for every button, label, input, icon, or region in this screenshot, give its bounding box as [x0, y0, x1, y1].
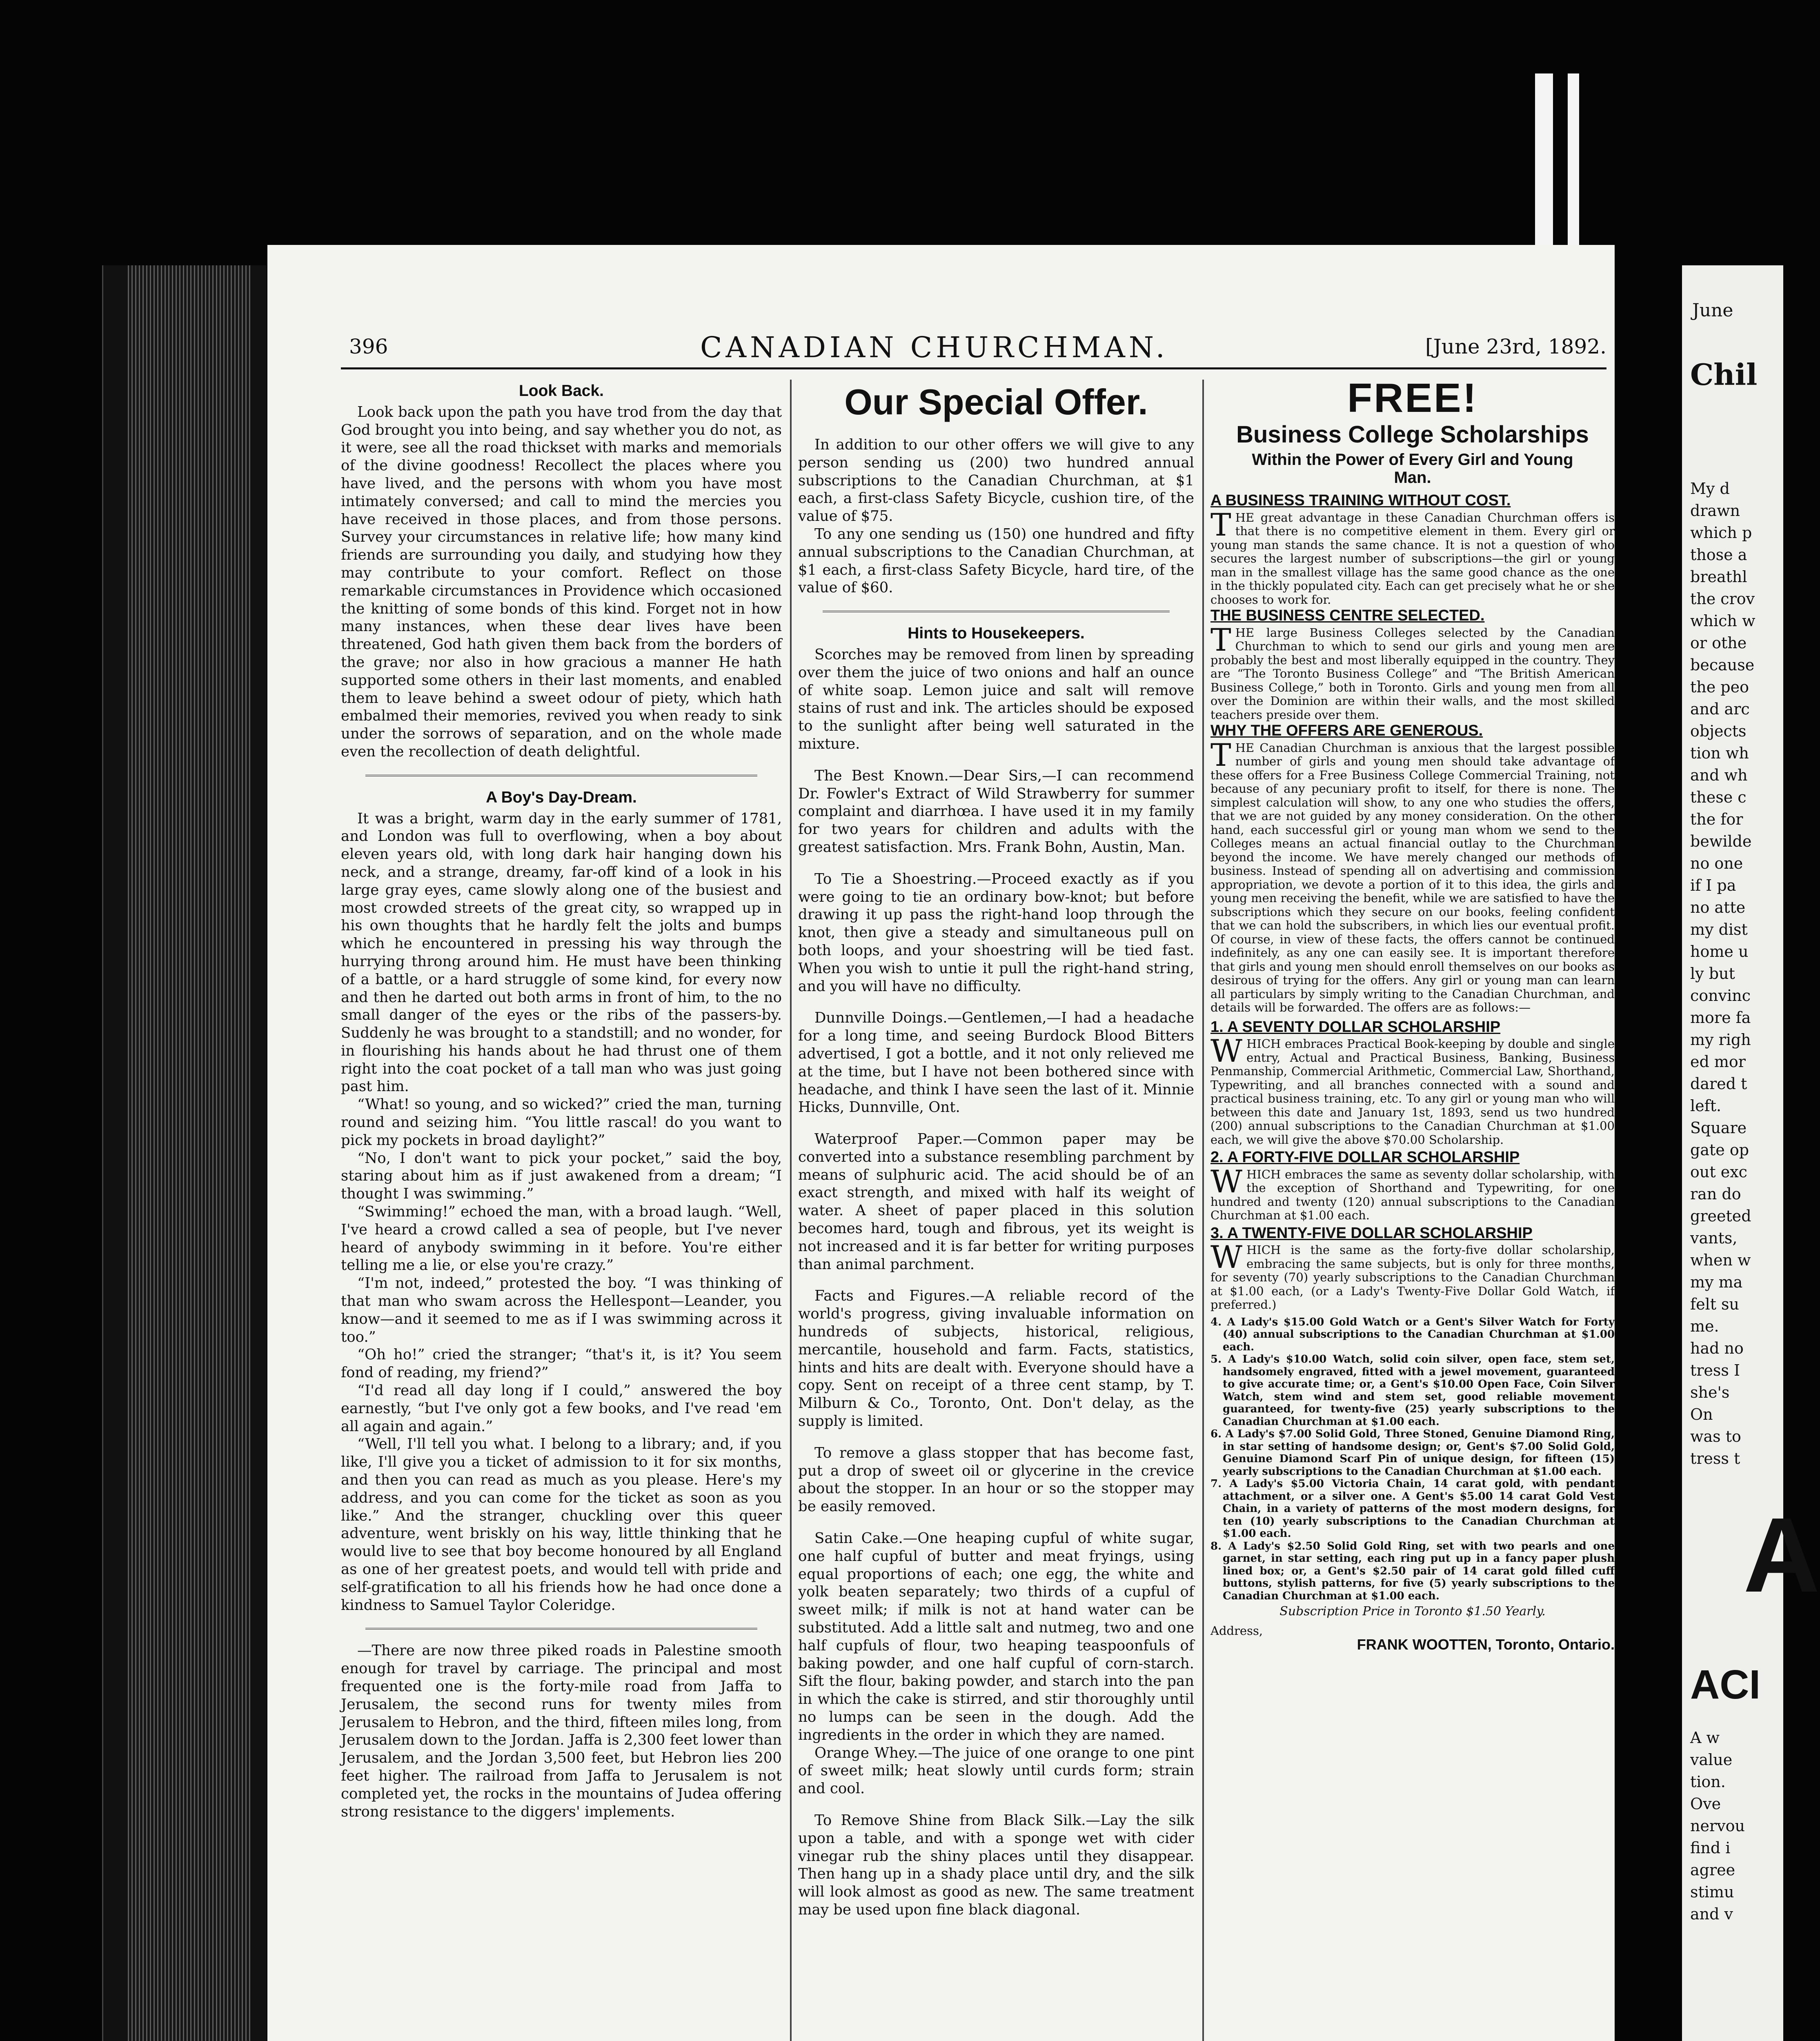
top-white-bar — [1535, 73, 1553, 249]
ad-heading: ACI — [1690, 1662, 1761, 1708]
ad-text — [1690, 1727, 1745, 1925]
text-line: ly but — [1690, 965, 1735, 983]
book-spine — [102, 265, 267, 2041]
offer-paragraph: To any one sending us (150) one hundred and fifty annual subscriptions to the Canadian Churchman, at $1 each, a first-class Safety Bicycle, hard tire, of the value of $60. — [798, 525, 1194, 596]
text-line: those a — [1690, 546, 1747, 564]
address-label: Address, — [1210, 1623, 1263, 1638]
text-line: convinc — [1690, 987, 1751, 1005]
text-line: or othe — [1690, 634, 1747, 652]
text-line: breathl — [1690, 568, 1747, 586]
text-line: home u — [1690, 943, 1749, 960]
text-line: Ove — [1690, 1795, 1721, 1813]
column-left — [341, 380, 782, 1821]
prize-item: 5. A Lady's $10.00 Watch, solid coin silver, open face, stem set, handsomely engraved, fitted with a jewel movement, guaranteed to give accurate time; or, a Gent's $10.00 Open Face, Coin Silver Watch, stem wind and stem set, good reliable movement guaranteed, for twenty-five (25) yearly subscriptions to the Canadian Churchman at $1.00 each. — [1210, 1353, 1615, 1428]
page-number: 396 — [349, 335, 388, 358]
dream-paragraph: “What! so young, and so wicked?” cried the man, turning round and seizing him. “You little rascal! do you want to pick my pockets in broad daylight?” — [341, 1096, 782, 1149]
issue-date: [June 23rd, 1892. — [1425, 335, 1606, 358]
text-line: value — [1690, 1751, 1733, 1769]
text-line: my righ — [1690, 1031, 1751, 1049]
section-heading: THE BUSINESS CENTRE SELECTED. — [1210, 607, 1485, 624]
text-line: dared t — [1690, 1075, 1747, 1093]
hint-paragraph: Satin Cake.—One heaping cupful of white sugar, one half cupful of butter and meat fryings, using equal proportions of each; one egg, the white and yolk beaten separately; two thirds of a cupful of sweet milk; if milk is not at hand water can be substituted. Add a little salt and nutmeg, two and one half cupfuls of flour, two heaping teaspoonfuls of baking powder, and one half cupful of corn-starch. Sift the flour, baking powder, and starch into the pan in which the cake is stirred, and stir thoroughly until no lumps can be seen in the dough. Add the ingredients in the order in which they are named. — [798, 1530, 1194, 1743]
scholarship-body — [1210, 1033, 1615, 1147]
text-line: nervou — [1690, 1817, 1745, 1835]
free-headline: FREE! — [1347, 375, 1478, 421]
prize-item: 7. A Lady's $5.00 Victoria Chain, 14 carat gold, with pendant attachment, or a silver one. A Gent's $5.00 14 carat Gold Vest Chain, in a variety of patterns of the most modern designs, for ten (10) yearly subscriptions to the Canadian Churchman at $1.00 each. — [1210, 1478, 1615, 1540]
text-line: the peo — [1690, 678, 1749, 696]
column-divider — [1202, 380, 1204, 2041]
hint-paragraph: To Tie a Shoestring.—Proceed exactly as if you were going to tie an ordinary bow-knot; but before drawing it up pass the right-hand loop through the knot, then give a steady and simultaneous pull on both loops, and your shoestring will be tied fast. When you wish to untie it pull the right-hand string, and you will have no difficulty. — [798, 870, 1194, 995]
hint-paragraph: To Remove Shine from Black Silk.—Lay the silk upon a table, and with a sponge wet with cider vinegar rub the shiny places until they disappear. Then hang up in a shady place until dry, and the silk will look almost as good as new. The same treatment may be used upon fine black diagonal. — [798, 1812, 1194, 1918]
text-line: left. — [1690, 1097, 1722, 1115]
text-line: because — [1690, 656, 1755, 674]
drop-cap: W — [1210, 1239, 1243, 1275]
text-line: these c — [1690, 788, 1747, 806]
text-line: Square — [1690, 1119, 1747, 1137]
newspaper-page — [267, 245, 1615, 2041]
text-line: tion wh — [1690, 744, 1749, 762]
masthead: CANADIAN CHURCHMAN. — [700, 331, 1168, 364]
special-offer-title: Our Special Offer. — [844, 382, 1148, 422]
text-line: find i — [1690, 1839, 1731, 1857]
dream-paragraph: It was a bright, warm day in the early summer of 1781, and London was full to overflowing, when a boy about eleven years old, with long dark hair hanging down his neck, and a strange, dreamy, far-off kind of a look in his large gray eyes, came slowly along one of the busiest and most crowded streets of the great city, so wrapped up in his own thoughts that he hardly felt the jolts and bumps which he encountered in pressing his way through the hurrying throng around him. He must have been thinking of a battle, or a hard struggle of some kind, for every now and then he darted out both arms in front of him, to the no small danger of the eyes or the ribs of the passers-by. Suddenly he was brought to a standstill; and no wonder, for in flourishing his hands about he had thrust one of them right into the coat pocket of a tall man who was just going past him. — [341, 810, 782, 1095]
text-line: A w — [1690, 1729, 1720, 1747]
text-line: and v — [1690, 1905, 1733, 1923]
hint-paragraph: Dunnville Doings.—Gentlemen,—I had a headache for a long time, and seeing Burdock Blood Bitters advertised, I got a bottle, and it not only relieved me at the time, but I have not been bothered since with headache, and think I have seen the last of it. Minnie Hicks, Dunnville, Ont. — [798, 1009, 1194, 1116]
hint-paragraph: Waterproof Paper.—Common paper may be converted into a substance resembling parchment by means of sulphuric acid. The acid should be of an exact strength, and mixed with half its weight of water. A sheet of paper placed in this solution becomes hard, tough and fibrous, yet its weight is not increased and it is far better for writing purposes than animal parchment. — [798, 1131, 1194, 1273]
look-back-text: Look back upon the path you have trod from the day that God brought you into being, and say whether you do not, as it were, see all the road thickset with marks and memorials of the divine goodness! Recollect the places where you have lived, and the persons with whom you have most intimately conversed; and call to mind the mercies you have received in those places, and from those persons. Survey your circumstances in relative life; how many kind friends are surrounding you daily, and studying how they may contribute to your comfort. Reflect on those remarkable circumstances in Providence which occasioned the knitting of some bonds of this kind. Forget not in how many instances, when these dear lives have been threatened, God hath given them back from the borders of the grave; nor also in how gracious a manner He hath supported some others in their last moments, and enabled them to leave behind a sweet odour of piety, which hath embalmed their memories, revived you when ready to sink under the sorrows of separation, and on the whole made even the recollection of death delightful. — [341, 403, 782, 760]
drop-cap: T — [1210, 736, 1231, 773]
text-line: stimu — [1690, 1883, 1734, 1901]
text-line: no one — [1690, 854, 1743, 872]
drop-cap: W — [1210, 1163, 1243, 1200]
section-body-text: HE large Business Colleges selected by the Canadian Churchman to which to send our girls and young men are probably the best and most liberally equipped in the country. They are “The Toronto Business College” and “The British American Business College,” both in Toronto. Girls and young men from all over the Dominion are within their walls, and the most skilled teachers preside over them. — [1210, 625, 1615, 722]
dream-title: A Boy's Day-Dream. — [486, 788, 637, 806]
section-body — [1210, 621, 1615, 722]
facing-page-edge — [1682, 265, 1820, 2041]
text-line: and wh — [1690, 766, 1748, 784]
dream-paragraph: “Swimming!” echoed the man, with a broad laugh. “Well, I've heard a crowd called a sea of people, but I've never heard of anybody swimming in it before. You're either telling me a lie, or else you're crazy.” — [341, 1203, 782, 1274]
section-body-text: HE great advantage in these Canadian Churchman offers is that there is no competitive element in them. Every girl or young man stands the same chance. It is not a question of who secures the largest number of subscriptions—the girl or young man in the smallest village has the same good chance as the one in the thickly populated city. Each can get precisely what he or she chooses to work for. — [1210, 510, 1615, 607]
text-line: gate op — [1690, 1141, 1749, 1159]
section-heading: A BUSINESS TRAINING WITHOUT COST. — [1210, 492, 1511, 509]
section-body-text: HE Canadian Churchman is anxious that the largest possible number of girls and young men should take advantage of these offers for a Free Business College Commercial Training, not because of any pecuniary profit to itself, for there is none. The simplest calculation will show, to any one who studies the offers, that we are not guided by any money consideration. On the other hand, each successful girl or young man whom we send to the Colleges means an actual financial outlay to the Churchman beyond the income. We have merely changed our methods of business. Instead of spending all on advertising and commission appropriation, we devote a portion of it to this idea, the girls and young men receiving the benefit, while we are satisfied to have the subscriptions which they secure on our books, feeling confident that we can hold the subscribers, in which lies our eventual profit. Of course, in view of these facts, the offers cannot be continued indefinitely, as any one can easily see. It is important therefore that girls and young men should enroll themselves on our books as desirous of trying for the offers. Any girl or young man can learn all particulars by simply writing to the Canadian Churchman, and details will be forwarded. The offers are as follows:— — [1210, 740, 1615, 1014]
text-line: ran do — [1690, 1185, 1741, 1203]
text-line: the crov — [1690, 590, 1755, 608]
prize-item: 4. A Lady's $15.00 Gold Watch or a Gent's Silver Watch for Forty (40) annual subscriptions to the Canadian Churchman at $1.00 each. — [1210, 1316, 1615, 1353]
text-line: had no — [1690, 1339, 1744, 1357]
facing-page-date: June — [1692, 300, 1733, 321]
text-line: felt su — [1690, 1295, 1740, 1313]
section-body — [1210, 736, 1615, 1015]
text-line: tion. — [1690, 1773, 1726, 1791]
text-line: ed mor — [1690, 1053, 1746, 1071]
drop-cap: T — [1210, 621, 1231, 658]
text-line: and arc — [1690, 700, 1750, 718]
text-line: my dist — [1690, 920, 1748, 938]
text-line: tress I — [1690, 1361, 1740, 1379]
facing-page-title: Chil — [1690, 357, 1758, 392]
prize-list — [1210, 1316, 1615, 1603]
scholarship-heading: 2. A FORTY-FIVE DOLLAR SCHOLARSHIP — [1210, 1149, 1520, 1166]
scholarships-subhead: Within the Power of Every Girl and Young Man. — [1252, 451, 1573, 487]
text-line: which p — [1690, 524, 1752, 542]
offer-paragraph: In addition to our other offers we will give to any person sending us (200) two hundred annual subscriptions to the Canadian Churchman, at $1 each, a first-class Safety Bicycle, cushion tire, of the value of $75. — [798, 436, 1194, 525]
facing-page-column — [1690, 478, 1755, 1470]
text-line: vants, — [1690, 1229, 1738, 1247]
section-body — [1210, 506, 1615, 607]
text-line: if I pa — [1690, 876, 1736, 894]
scholarships-headline: Business College Scholarships — [1236, 421, 1589, 448]
dream-paragraph: “I'm not, indeed,” protested the boy. “I was thinking of that man who swam across the Hellespont—Leander, you know—and it seemed to me as if I was swimming across it too.” — [341, 1275, 782, 1345]
advertiser-address: FRANK WOOTTEN, Toronto, Ontario. — [1357, 1636, 1615, 1653]
subscription-price: Subscription Price in Toronto $1.50 Yearly. — [1279, 1604, 1546, 1619]
top-white-bar — [1568, 73, 1579, 249]
text-line: drawn — [1690, 502, 1740, 520]
dream-paragraph: “Oh ho!” cried the stranger; “that's it, is it? You seem fond of reading, my friend?” — [341, 1346, 782, 1381]
hint-paragraph: Orange Whey.—The juice of one orange to one pint of sweet milk; heat slowly until curds form; strain and cool. — [798, 1744, 1194, 1797]
text-line: the for — [1690, 810, 1743, 828]
text-line: my ma — [1690, 1273, 1743, 1291]
scholarship-text: HICH is the same as the forty-five dollar scholarship, embracing the same subjects, but is only for three months, for seventy (70) yearly subscriptions to the Canadian Churchman at $1.00 each, (or a Lady's Twenty-Five Dollar Gold Watch, if preferred.) — [1210, 1243, 1615, 1312]
drop-cap: W — [1210, 1033, 1243, 1069]
text-line: no atte — [1690, 898, 1746, 916]
dream-paragraph: “No, I don't want to pick your pocket,” said the boy, staring about him as if just awakened from a dream; “I thought I was swimming.” — [341, 1149, 782, 1203]
text-line: objects — [1690, 722, 1747, 740]
column-divider — [790, 380, 792, 2041]
text-line: My d — [1690, 480, 1730, 498]
column-middle — [798, 380, 1194, 1919]
hint-paragraph: To remove a glass stopper that has become fast, put a drop of sweet oil or glycerine in the crevice about the stopper. In an hour or so the stopper may be easily removed. — [798, 1444, 1194, 1515]
scholarship-text: HICH embraces Practical Book-keeping by double and single entry, Actual and Practical Business, Banking, Business Penmanship, Commercial Arithmetic, Commercial Law, Shorthand, Typewriting, and all branches connected with a sound and practical business training, etc. To any girl or young man who will between this date and January 1st, 1893, send us two hundred (200) annual subscriptions to the Canadian Churchman at $1.00 each, we will give the above $70.00 Scholarship. — [1210, 1037, 1615, 1147]
scholarship-body — [1210, 1163, 1615, 1223]
hint-paragraph: Facts and Figures.—A reliable record of the world's progress, giving invaluable information on hundreds of subjects, historical, religious, mercantile, household and farm. Facts, statistics, hints and hits are dealt with. Everyone should have a copy. Sent on receipt of a three cent stamp, by T. Milburn & Co., Toronto, Ont. Don't delay, as the supply is limited. — [798, 1287, 1194, 1430]
scholarship-text: HICH embraces the same as seventy dollar scholarship, with the exception of Shorthand and Typewriting, for one hundred and twenty (120) annual subscriptions to the Canadian Churchman at $1.00 each. — [1210, 1167, 1615, 1222]
text-line: me. — [1690, 1317, 1719, 1335]
scholarship-body — [1210, 1239, 1615, 1312]
prize-item: 6. A Lady's $7.00 Solid Gold, Three Stoned, Genuine Diamond Ring, in star setting of handsome design; or, Gent's $7.00 Solid Gold, Genuine Diamond Scarf Pin of unique design, for fifteen (15) yearly subscriptions to the Canadian Churchman at $1.00 each. — [1210, 1428, 1615, 1478]
section-rule — [365, 1628, 757, 1631]
hints-title: Hints to Housekeepers. — [908, 625, 1085, 643]
column-right-advertisement — [1210, 376, 1615, 1652]
text-line: On — [1690, 1405, 1713, 1423]
scholarship-heading: 3. A TWENTY-FIVE DOLLAR SCHOLARSHIP — [1210, 1224, 1533, 1242]
ad-large-glyph: A — [1743, 1496, 1820, 1614]
dream-paragraph: “I'd read all day long if I could,” answered the boy earnestly, “but I've only got a few books, and I've read 'em all again and again.” — [341, 1382, 782, 1435]
text-line: tress t — [1690, 1450, 1740, 1467]
prize-item: 8. A Lady's $2.50 Solid Gold Ring, set with two pearls and one garnet, in star setting, each ring put up in a fancy paper plush lined box; or, a Gent's $2.50 pair of 14 carat gold filled cuff buttons, stylish patterns, for five (5) yearly subscriptions to the Canadian Churchman at $1.00 each. — [1210, 1540, 1615, 1602]
section-heading: WHY THE OFFERS ARE GENEROUS. — [1210, 722, 1483, 739]
text-line: when w — [1690, 1251, 1751, 1269]
hint-paragraph: Scorches may be removed from linen by spreading over them the juice of two onions and half an ounce of white soap. Lemon juice and salt will remove stains of rust and ink. The articles should be exposed to the sunlight after being well saturated in the mixture. — [798, 646, 1194, 752]
text-line: which w — [1690, 612, 1755, 630]
text-line: was to — [1690, 1427, 1741, 1445]
text-line: greeted — [1690, 1207, 1751, 1225]
header-rule — [341, 367, 1606, 369]
text-line: more fa — [1690, 1009, 1751, 1027]
look-back-title: Look Back. — [518, 382, 604, 400]
section-rule — [365, 775, 757, 778]
palestine-paragraph: —There are now three piked roads in Palestine smooth enough for travel by carriage. The principal and most frequented one is the forty-mile road from Jaffa to Jerusalem, the second runs for twenty miles from Jerusalem to Hebron, and the third, fifteen miles long, from Jerusalem down to the Jordan. Jaffa is 2,300 feet lower than Jerusalem, and the Jordan 3,500 feet, but Hebron lies 200 feet higher. The railroad from Jaffa to Jerusalem is not completed yet, the rocks in the mountains of Judea offering strong resistance to the diggers' implements. — [341, 1642, 782, 1820]
drop-cap: T — [1210, 506, 1231, 543]
text-line: out exc — [1690, 1163, 1747, 1181]
dream-paragraph: “Well, I'll tell you what. I belong to a library; and, if you like, I'll give you a ticket of admission to it for six months, and then you can read as much as you please. Here's my address, and you can come for the ticket as soon as you like.” And the stranger, chuckling over this queer adventure, went briskly on his way, little thinking that he would live to see that boy become honoured by all England as one of her greatest poets, and would tell with pride and self-gratification to all his friends how he had once done a kindness to Samuel Taylor Coleridge. — [341, 1436, 782, 1614]
text-line: bewilde — [1690, 832, 1752, 850]
page-header — [349, 331, 1606, 367]
text-line: agree — [1690, 1861, 1735, 1879]
scholarship-heading: 1. A SEVENTY DOLLAR SCHOLARSHIP — [1210, 1018, 1501, 1036]
hint-paragraph: The Best Known.—Dear Sirs,—I can recommend Dr. Fowler's Extract of Wild Strawberry for summer complaint and diarrhœa. I have used it in my family for two years for children and adults with the greatest satisfaction. Mrs. Frank Bohn, Austin, Man. — [798, 767, 1194, 856]
text-line: she's — [1690, 1383, 1730, 1401]
section-rule — [823, 611, 1170, 614]
